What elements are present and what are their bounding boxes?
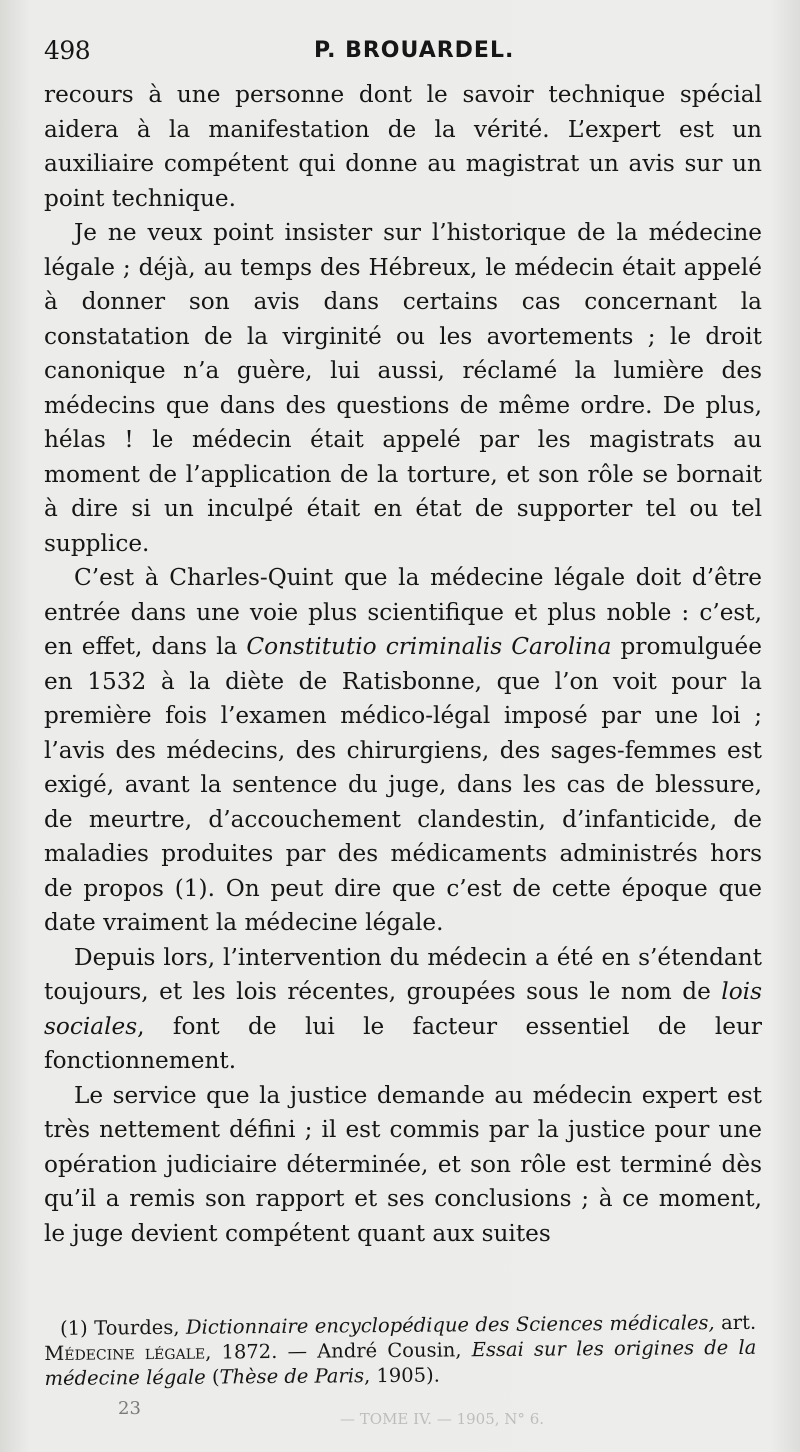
running-head: P. BROUARDEL. — [314, 38, 515, 63]
footnote — [44, 1310, 757, 1391]
footnotes — [44, 1310, 757, 1391]
italic-title: Constitutio criminalis Carolina — [246, 633, 612, 660]
paragraph — [44, 561, 762, 941]
paragraph: Le service que la justice demande au médecin expert est très nettement défini ; il est commis par la justice pour une opération judiciaire déterminée, et son rôle est terminé dès qu’il a remis son rapport et ses conclusions ; à ce moment, le juge devient compétent quant aux suites — [44, 1081, 762, 1247]
page-header — [44, 36, 764, 70]
paragraph-text: C’est à Charles-Quint que la médecine légale doit d’être entrée dans une voie plus scientifique et plus noble : c’est, en effet, dans la — [44, 564, 762, 660]
footnote-article: Médecine légale — [44, 1340, 206, 1365]
italic-term: lois sociales — [44, 978, 762, 1040]
paragraph-text: promulguée en 1532 à la diète de Ratisbonne, que l’on voit pour la première fois l’examen médico-légal imposé par une loi ; l’avis des médecins, des chirurgiens, des sages-femmes est exigé, avant la sentence du juge, dans les cas de blessure, de meurtre, d’accouchement clandestin, d’infanticide, de maladies produites par des médicaments administrés hors de propos (1). On peut dire que c’est de cette époque que date vraiment la médecine légale. — [44, 633, 762, 936]
footnote-text: ( — [211, 1365, 220, 1389]
footnote-title: Essai sur les origines de la médecine légale — [44, 1335, 757, 1390]
footnote-text: , 1872. — André Cousin, — [205, 1338, 462, 1364]
footnote-text: , 1905). — [363, 1363, 440, 1388]
paragraph: recours à une personne dont le savoir technique spécial aidera à la manifestation de la vérité. L’expert est un auxiliaire compétent qui donne au magistrat un avis sur un point technique. — [44, 81, 762, 212]
page-number: 498 — [44, 36, 91, 65]
footnote-text: art. — [720, 1310, 757, 1335]
footnote-thesis: Thèse de Paris — [219, 1364, 365, 1389]
bleed-through-text: — TOME IV. — 1905, N° 6. — [340, 1410, 545, 1428]
signature-mark: 23 — [118, 1398, 141, 1419]
paragraph-text: , font de lui le facteur essentiel de leur fonctionnement. — [44, 1012, 762, 1074]
footnote-title: Dictionnaire encyclopédique des Sciences médicales, — [185, 1311, 715, 1339]
paragraph-text: Depuis lors, l’intervention du médecin a été en s’étendant toujours, et les lois récentes, groupées sous le nom de — [44, 943, 762, 1005]
footnote-marker: (1) Tourdes, — [60, 1315, 180, 1340]
paragraph: Je ne veux point insister sur l’historique de la médecine légale ; déjà, au temps des Hébreux, le médecin était appelé à donner son avis dans certains cas concernant la constatation de la virginité ou les avortements ; le droit canonique n’a guère, lui aussi, réclamé la lumière des médecins que dans des questions de même ordre. De plus, hélas ! le médecin était appelé par les magistrats au moment de l’application de la torture, et son rôle se bornait à dire si un inculpé était en état de supporter tel ou tel supplice. — [44, 219, 762, 557]
body-text — [44, 78, 762, 1251]
paragraph — [44, 941, 762, 1079]
